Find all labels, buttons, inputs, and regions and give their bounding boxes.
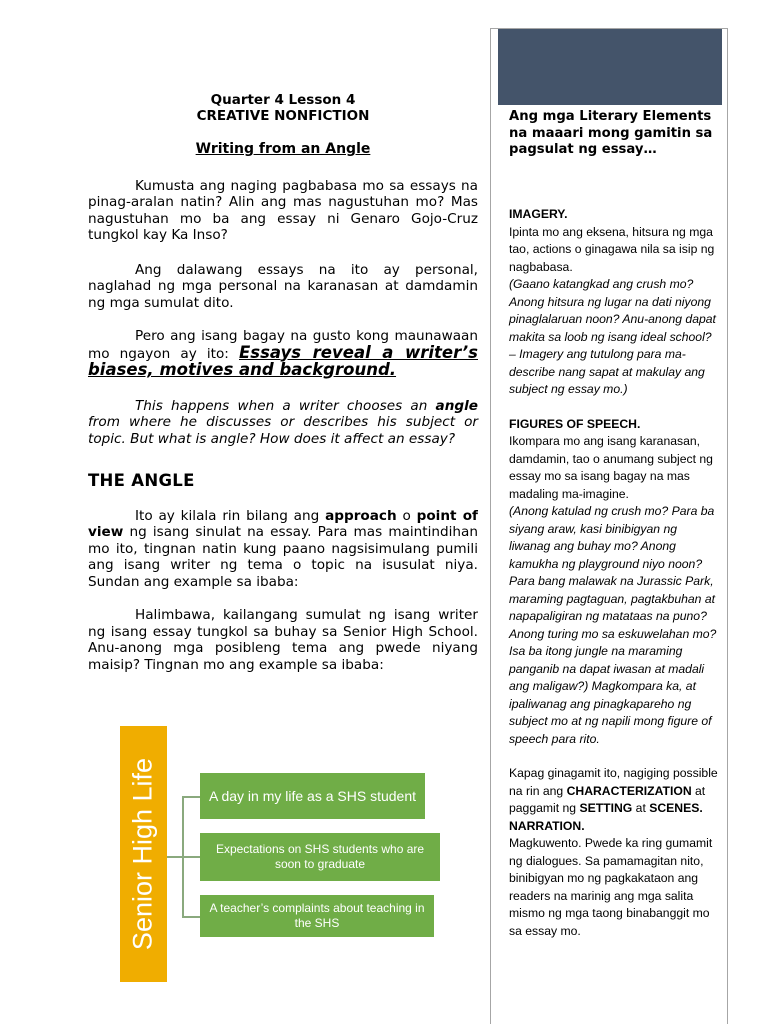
paragraph-1: Kumusta ang naging pagbabasa mo sa essays na pinag-aralan natin? Alin ang mas nagustuhan mo? Mas nagustuhan mo ba ang essay ni Genaro Gojo-Cruz tungkol kay Ka Inso? — [88, 177, 478, 243]
key-statement: Essays reveal a writer’s biases, motives and background. — [88, 342, 478, 379]
narration-text: Magkuwento. Pwede ka ring gumamit ng dialogues. Sa pamamagitan nito, binibigyan mo ng pagkakataon ang readers na marinig ang mga salita mismo ng mga taong binabanggit mo sa essay mo. — [509, 836, 713, 938]
figures-of-speech-heading: FIGURES OF SPEECH. — [509, 416, 641, 431]
diagram-branch-1: A day in my life as a SHS student — [200, 773, 425, 819]
diagram-root-box — [120, 726, 167, 982]
paragraph-5-a: Ito ay kilala rin bilang ang — [135, 507, 326, 524]
figures-of-speech-example: (Anong katulad ng crush mo? Para ba siyang araw, kasi binibigyan ng liwanag ang buhay mo? Anong kamukha ng playground niyo noon? Para bang malawak na Jurassic Park, maraming pagtaguan, pagtakbuhan at napapaligiran ng matataas na puno? Anong turing mo sa eskuwelahan mo? Isa ba itong jungle na maraming panganib na dapat iwasan at madali ang maligaw?) Magkompara ka, at ipaliwanag ang pinagkapareho ng subject mo at ng napili mong figure of speech para rito. — [509, 504, 717, 746]
closing-scenes: SCENES. — [649, 801, 703, 815]
lesson-header-line1: Quarter 4 Lesson 4 — [210, 92, 356, 108]
imagery-heading: IMAGERY. — [509, 207, 568, 221]
figures-of-speech-text: Ikompara mo ang isang karanasan, damdamin, tao o anumang subject ng essay mo sa isang bagay na mas madaling ma-imagine. — [509, 434, 713, 501]
narration-heading: NARRATION. — [509, 818, 585, 833]
closing-c: at paggamit ng — [509, 783, 706, 815]
paragraph-4-c: from where he discusses or describes his subject or topic. But what is angle? How does it affect an essay? — [88, 414, 478, 447]
closing-a: Kapag ginagamit ito, nagiging possible na rin ang — [509, 766, 718, 798]
imagery-example: (Gaano katangkad ang crush mo? Anong hitsura ng lugar na dati niyong pinaglalaruan noon? Anu-anong dapat makita sa loob ng isang ideal school? – Imagery ang tutulong para ma-describe nang sapat at makulay ang subject ng essay mo.) — [509, 277, 716, 396]
sidebar-body — [509, 206, 721, 940]
topic-diagram — [120, 726, 450, 984]
paragraph-5-approach: approach — [325, 507, 397, 524]
sidebar-title: Ang mga Literary Elements na maaari mong gamitin sa pagsulat ng essay… — [509, 109, 713, 157]
angle-heading: THE ANGLE — [88, 471, 195, 490]
diagram-branch-2: Expectations on SHS students who are soon to graduate — [200, 833, 440, 881]
connector-branch-1 — [182, 796, 200, 798]
closing-setting: SETTING — [579, 801, 633, 815]
closing-e: at — [632, 801, 650, 815]
connector-branch-2 — [182, 856, 200, 858]
sidebar-panel — [490, 28, 728, 1024]
lesson-subheading: Writing from an Angle — [195, 141, 371, 157]
paragraph-5-e: ng isang sinulat na essay. Para mas maintindihan mo ito, tingnan natin kung paano nagsisimulang pumili ang isang writer ng tema o topic na isusulat niya. Sundan ang example sa ibaba: — [88, 524, 478, 590]
paragraph-5-c: o — [396, 507, 417, 524]
diagram-root-label: Senior High Life — [127, 757, 158, 951]
closing-characterization: CHARACTERIZATION — [566, 783, 692, 798]
paragraph-5-pov: point of view — [88, 507, 478, 540]
paragraph-4-angle: angle — [435, 397, 478, 414]
paragraph-4-a: This happens when a writer chooses an — [135, 397, 436, 414]
paragraph-3-lead: Pero ang isang bagay na gusto kong maunawaan mo ngayon ay ito: — [88, 328, 478, 362]
closing-text — [509, 765, 721, 818]
sidebar-header-band — [498, 29, 722, 105]
connector-trunk — [167, 856, 183, 858]
imagery-text: Ipinta mo ang eksena, hitsura ng mga tao, actions o ginagawa nila sa isip ng nagbabasa. — [509, 224, 715, 274]
lesson-header-line2: CREATIVE NONFICTION — [196, 108, 370, 124]
paragraph-5 — [88, 508, 478, 591]
lesson-column — [88, 92, 478, 673]
diagram-branch-3: A teacher’s complaints about teaching in the SHS — [200, 895, 434, 937]
paragraph-2: Ang dalawang essays na ito ay personal, naglahad ng mga personal na karanasan at damdamin ng mga sumulat dito. — [88, 261, 478, 311]
paragraph-3 — [88, 328, 478, 380]
paragraph-4 — [88, 398, 478, 448]
connector-branch-3 — [182, 916, 200, 918]
paragraph-6: Halimbawa, kailangang sumulat ng isang writer ng isang essay tungkol sa buhay sa Senior High School. Anu-anong mga posibleng tema ang pwede niyang maisip? Tingnan mo ang example sa ibaba: — [88, 607, 478, 673]
